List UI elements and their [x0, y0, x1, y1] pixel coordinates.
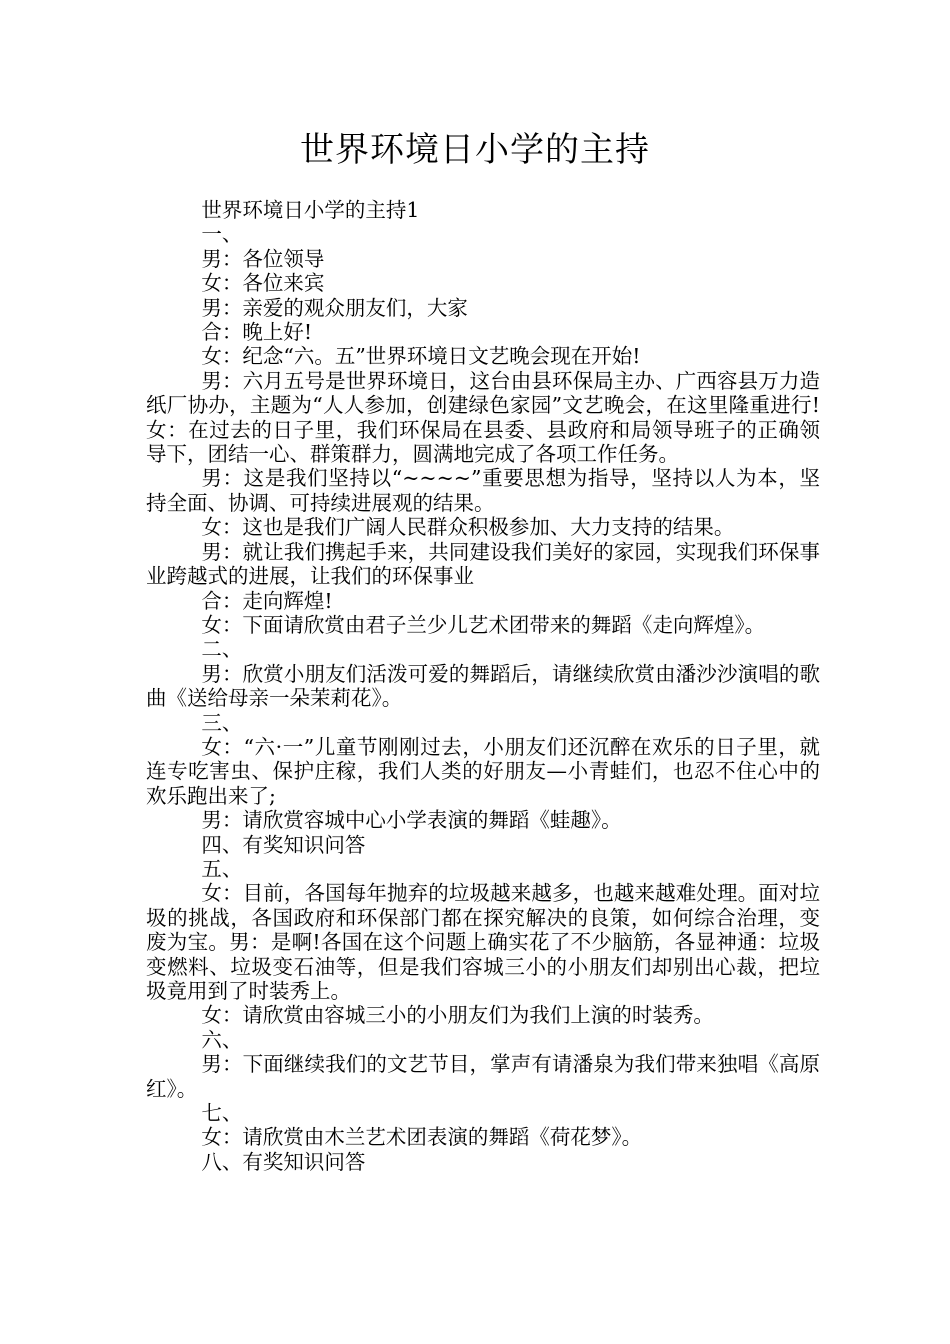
paragraph: 男：亲爱的观众朋友们，大家	[201, 295, 468, 320]
paragraph: 女：下面请欣赏由君子兰少儿艺术团带来的舞蹈《走向辉煌》。	[201, 612, 766, 637]
paragraph: 女：“六·一”儿童节刚刚过去，小朋友们还沉醉在欢乐的日子里，就连专吃害虫、保护庄稼，我们人类的好朋友—小青蛙们，也忍不住心中的欢乐跑出来了;	[146, 734, 820, 808]
paragraph: 世界环境日小学的主持1	[201, 198, 420, 222]
paragraph: 女：纪念“六。五”世界环境日文艺晚会现在开始!	[201, 344, 641, 369]
paragraph: 八、有奖知识问答	[201, 1149, 366, 1174]
paragraph: 男：请欣赏容城中心小学表演的舞蹈《蛙趣》。	[201, 808, 622, 833]
paragraph: 一、	[201, 222, 243, 247]
paragraph: 男：下面继续我们的文艺节目，掌声有请潘泉为我们带来独唱《高原红》。	[146, 1052, 820, 1101]
paragraph: 男：欣赏小朋友们活泼可爱的舞蹈后，请继续欣赏由潘沙沙演唱的歌曲《送给母亲一朵茉莉花》。	[146, 661, 820, 711]
paragraph: 女：各位来宾	[201, 271, 325, 296]
document-body	[146, 198, 820, 1174]
paragraph: 女：目前，各国每年抛弃的垃圾越来越多，也越来越难处理。面对垃圾的挑战，各国政府和环保部门都在探究解决的良策，如何综合治理，变废为宝。男：是啊!各国在这个问题上确实花了不少脑筋，各显神通：垃圾变燃料、垃圾变石油等，但是我们容城三小的小朋友们却别出心裁，把垃圾竟用到了时装秀上。	[146, 881, 820, 1003]
paragraph: 男：这是我们坚持以“~~~~”重要思想为指导，坚持以人为本，坚持全面、协调、可持续进展观的结果。	[146, 466, 820, 515]
paragraph: 七、	[201, 1101, 243, 1126]
paragraph: 合：走向辉煌!	[201, 588, 333, 613]
paragraph: 女：请欣赏由容城三小的小朋友们为我们上演的时装秀。	[201, 1003, 714, 1028]
paragraph: 男：各位领导	[201, 246, 325, 271]
paragraph: 六、	[201, 1027, 243, 1052]
paragraph: 男：六月五号是世界环境日，这台由县环保局主办、广西容县万力造纸厂协办，主题为“人人参加，创建绿色家园”文艺晚会，在这里隆重进行!女：在过去的日子里，我们环保局在县委、县政府和局领导班子的正确领导下，团结一心、群策群力，圆满地完成了各项工作任务。	[146, 368, 820, 467]
paragraph: 四、有奖知识问答	[201, 832, 366, 857]
paragraph: 五、	[201, 856, 243, 881]
paragraph: 女：请欣赏由木兰艺术团表演的舞蹈《荷花梦》。	[201, 1125, 643, 1150]
paragraph: 三、	[201, 710, 243, 735]
paragraph: 合：晚上好!	[201, 320, 313, 345]
paragraph: 二、	[201, 637, 243, 662]
paragraph: 女：这也是我们广阔人民群众积极参加、大力支持的结果。	[201, 515, 735, 540]
paragraph: 男：就让我们携起手来，共同建设我们美好的家园，实现我们环保事业跨越式的进展，让我们的环保事业	[146, 539, 820, 589]
document-title: 世界环境日小学的主持	[300, 130, 650, 170]
